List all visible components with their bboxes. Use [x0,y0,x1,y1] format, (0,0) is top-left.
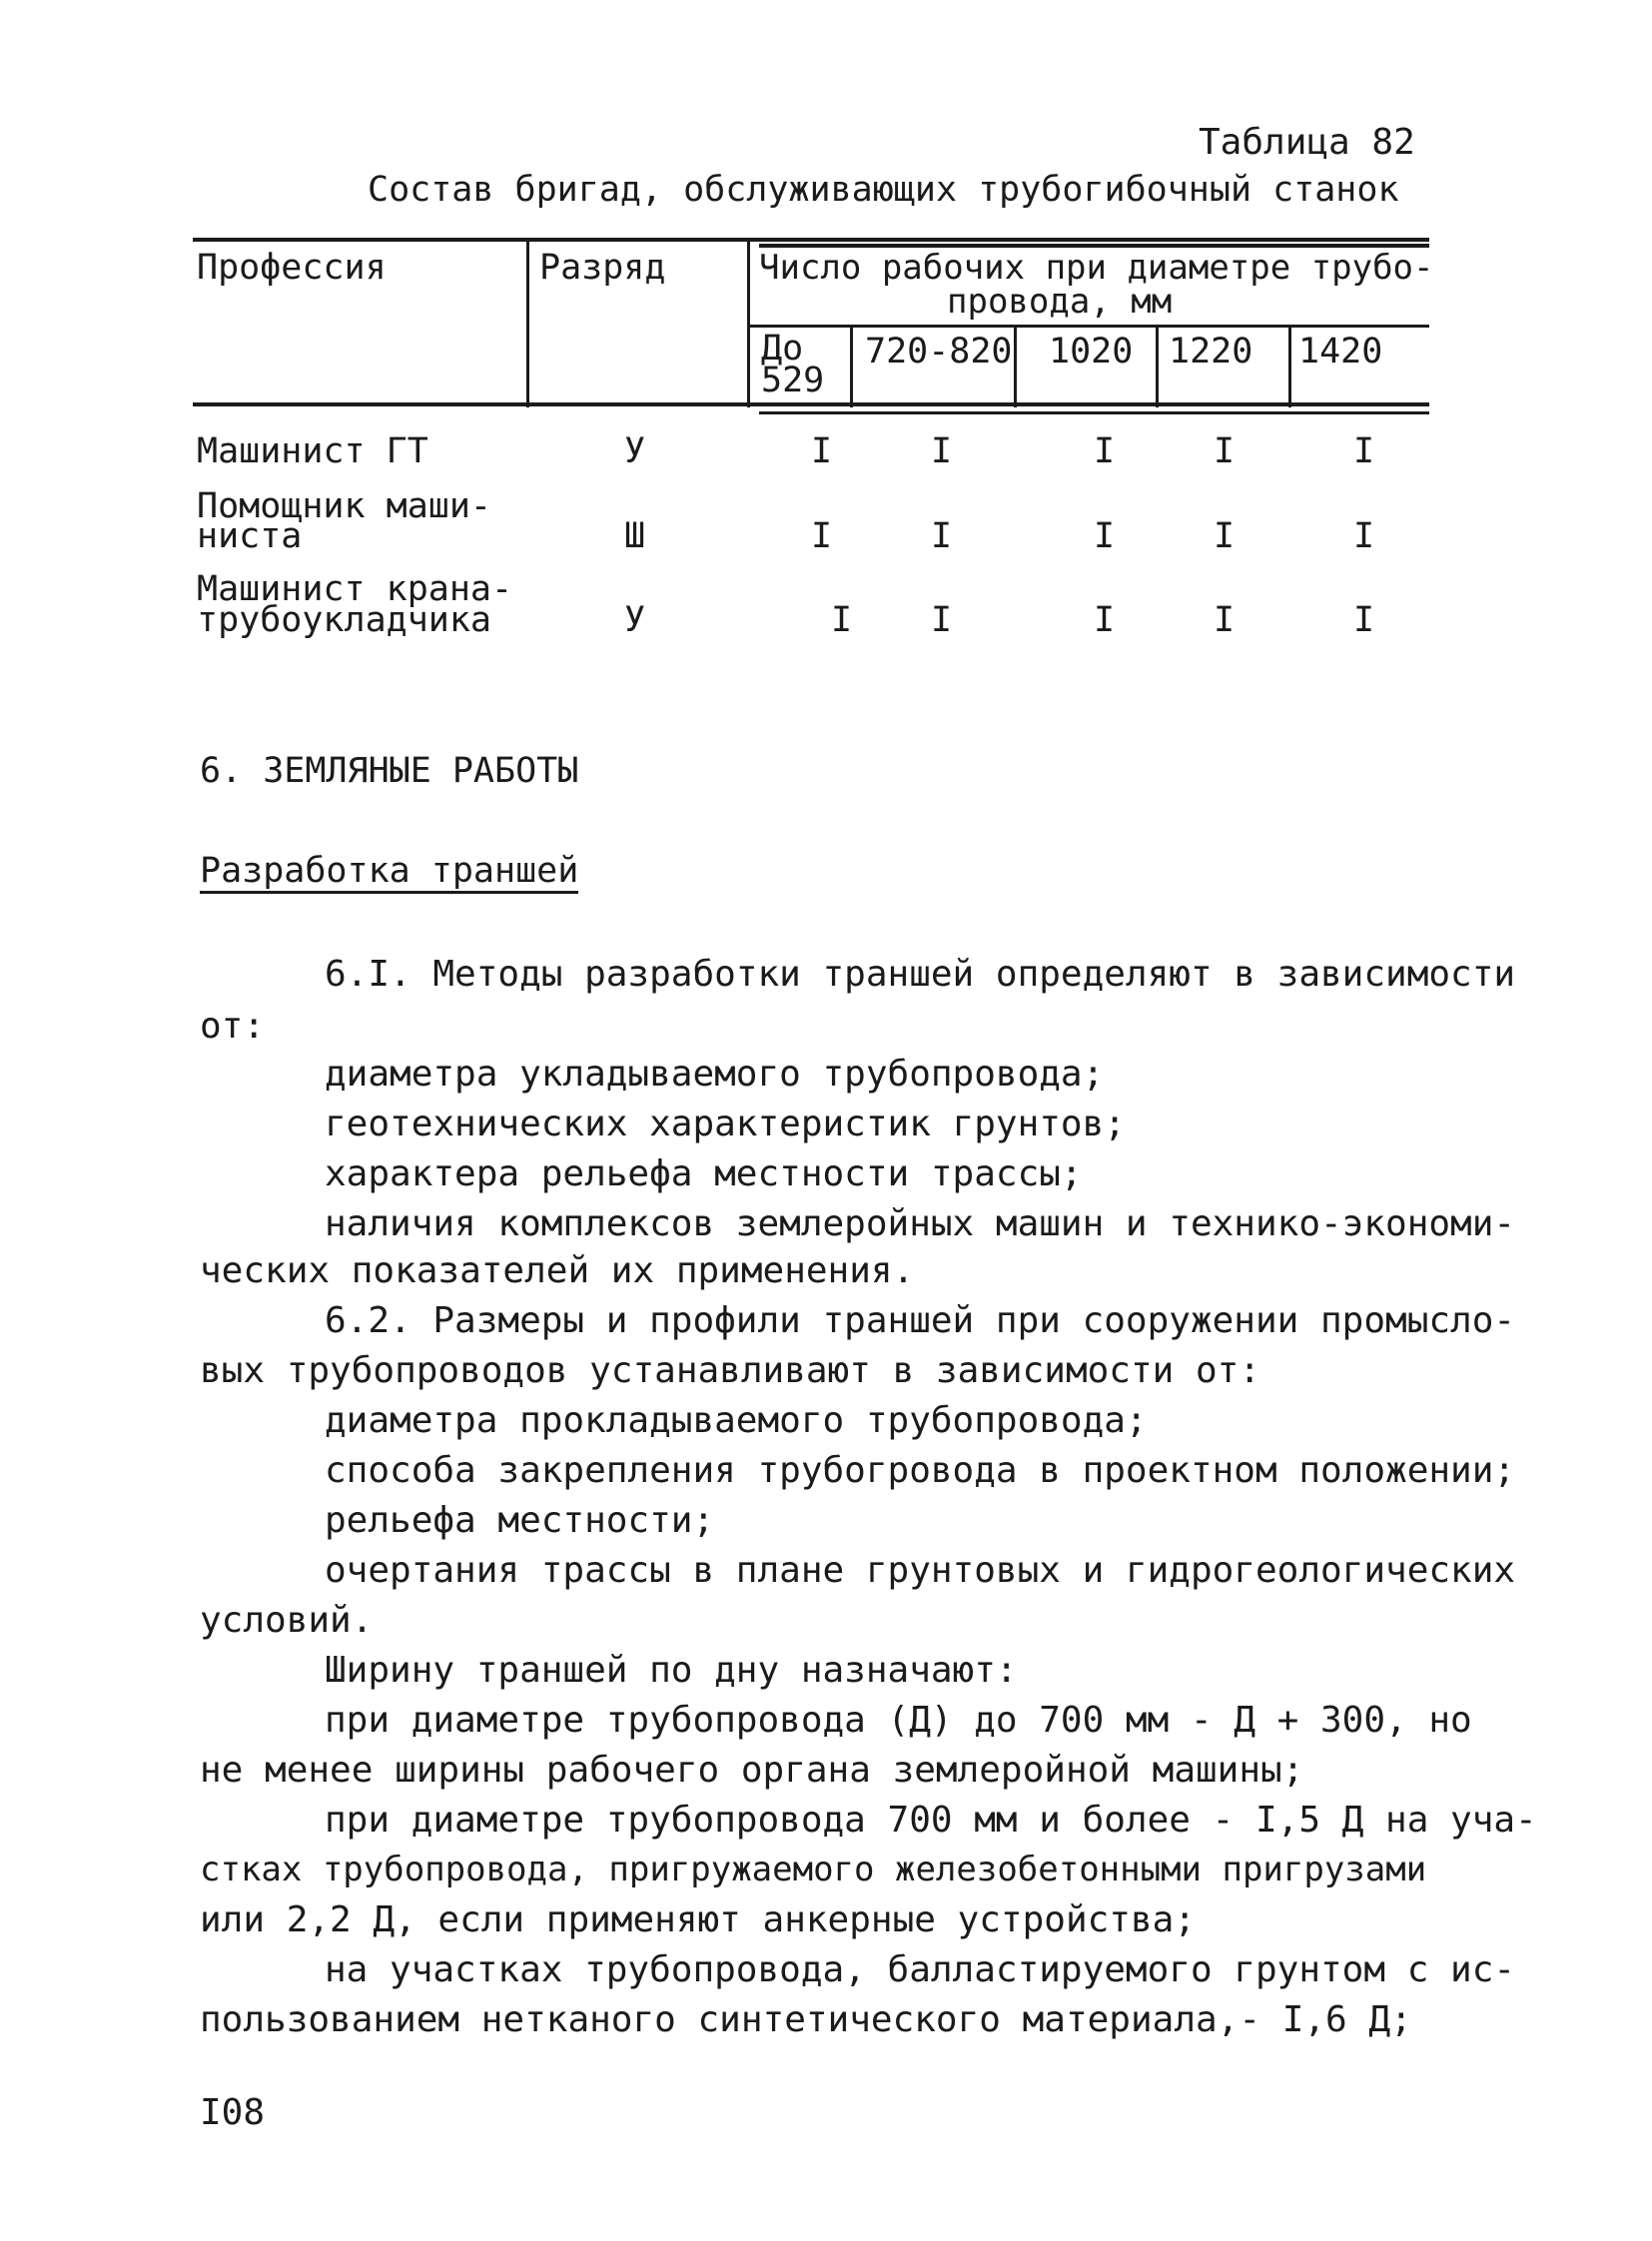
section-heading: 6. ЗЕМЛЯНЫЕ РАБОТЫ [200,751,579,791]
header-d4: 1220 [1169,332,1253,372]
subsection-heading: Разработка траншей [200,854,578,894]
row1-value-4: I [1214,431,1236,471]
body-line: при диаметре трубопровода (Д) до 700 мм - Д + 300, но [325,1700,1472,1741]
table-vline-6 [1288,325,1291,407]
row2-value-4: I [1214,516,1236,556]
table-top-rule [193,238,1429,242]
row1-value-3: I [1094,431,1116,471]
body-line: от: [200,1006,266,1047]
row2-value-1: I [811,516,833,556]
header-grade: Разряд [539,248,666,288]
body-line: очертания трассы в плане грунтовых и гидрогеологических [325,1550,1516,1591]
row2-profession-line2: ниста [197,516,303,556]
row1-profession: Машинист ГТ [197,431,428,471]
body-line: пользованием нетканого синтетического материала,- I,6 Д; [200,1999,1412,2040]
header-workers-line1: Число рабочих при диаметре трубо- [759,248,1434,288]
row3-profession-line1: Машинист крана- [197,569,513,609]
table-title: Состав бригад, обслуживающих трубогибочный станок [368,170,1399,210]
row1-value-2: I [931,431,953,471]
body-line: вых трубопроводов устанавливают в зависимости от: [200,1350,1261,1391]
table-vline-4 [1014,325,1017,407]
body-line: стках трубопровода, пригружаемого железобетонными пригрузами [200,1850,1427,1889]
header-d2: 720-820 [865,332,1013,372]
row3-value-5: I [1353,600,1375,640]
row1-value-1: I [811,431,833,471]
row2-grade: Ш [624,516,646,556]
row3-value-4: I [1214,600,1236,640]
row3-value-2: I [931,600,953,640]
header-d5: 1420 [1298,332,1383,372]
body-line: диаметра укладываемого трубопровода; [325,1054,1105,1095]
row3-value-1: I [831,600,853,640]
table-vline-5 [1156,325,1159,407]
body-line: на участках трубопровода, балластируемого грунтом с ис- [325,1949,1516,1990]
body-line: 6.2. Размеры и профили траншей при сооружении промысло- [325,1300,1516,1341]
table-vline-3 [850,325,853,407]
body-line: способа закрепления трубогровода в проектном положении; [325,1450,1516,1491]
row2-value-5: I [1353,516,1375,556]
table-header-bottom-rule [193,402,1429,406]
row3-profession-line2: трубоукладчика [197,600,492,640]
body-line: характера рельефа местности трассы; [325,1153,1083,1194]
table-label: Таблица 82 [1199,122,1415,163]
row2-profession-line1: Помощник маши- [197,486,492,526]
table-header-bottom-rule-2 [759,411,1429,414]
row2-value-2: I [931,516,953,556]
row1-grade: У [624,431,646,471]
table-vline-2 [747,238,750,407]
body-line: ческих показателей их применения. [200,1250,915,1291]
body-line: геотехнических характеристик грунтов; [325,1104,1126,1144]
header-d3: 1020 [1049,332,1134,372]
row2-value-3: I [1094,516,1116,556]
table-vline-1 [526,238,529,407]
body-line: рельефа местности; [325,1500,715,1541]
body-line: Ширину траншей по дну назначают: [325,1650,1018,1691]
page-number: I08 [200,2092,266,2133]
body-line: или 2,2 Д, если применяют анкерные устройства; [200,1899,1196,1940]
row3-grade: У [624,600,646,640]
header-workers-line2: провода, мм [947,282,1173,322]
header-d1-line1: До [761,329,804,369]
header-profession: Профессия [197,248,387,288]
body-line: диаметра прокладываемого трубопровода; [325,1400,1148,1441]
body-line: при диаметре трубопровода 700 мм и более - I,5 Д на уча- [325,1800,1537,1841]
body-line: 6.I. Методы разработки траншей определяют в зависимости [325,954,1516,995]
body-line: наличия комплексов землеройных машин и технико-экономи- [325,1203,1516,1244]
body-line: условий. [200,1600,374,1641]
header-d1-line2: 529 [761,361,825,400]
row1-value-5: I [1353,431,1375,471]
body-line: не менее ширины рабочего органа землеройной машины; [200,1750,1304,1791]
row3-value-3: I [1094,600,1116,640]
